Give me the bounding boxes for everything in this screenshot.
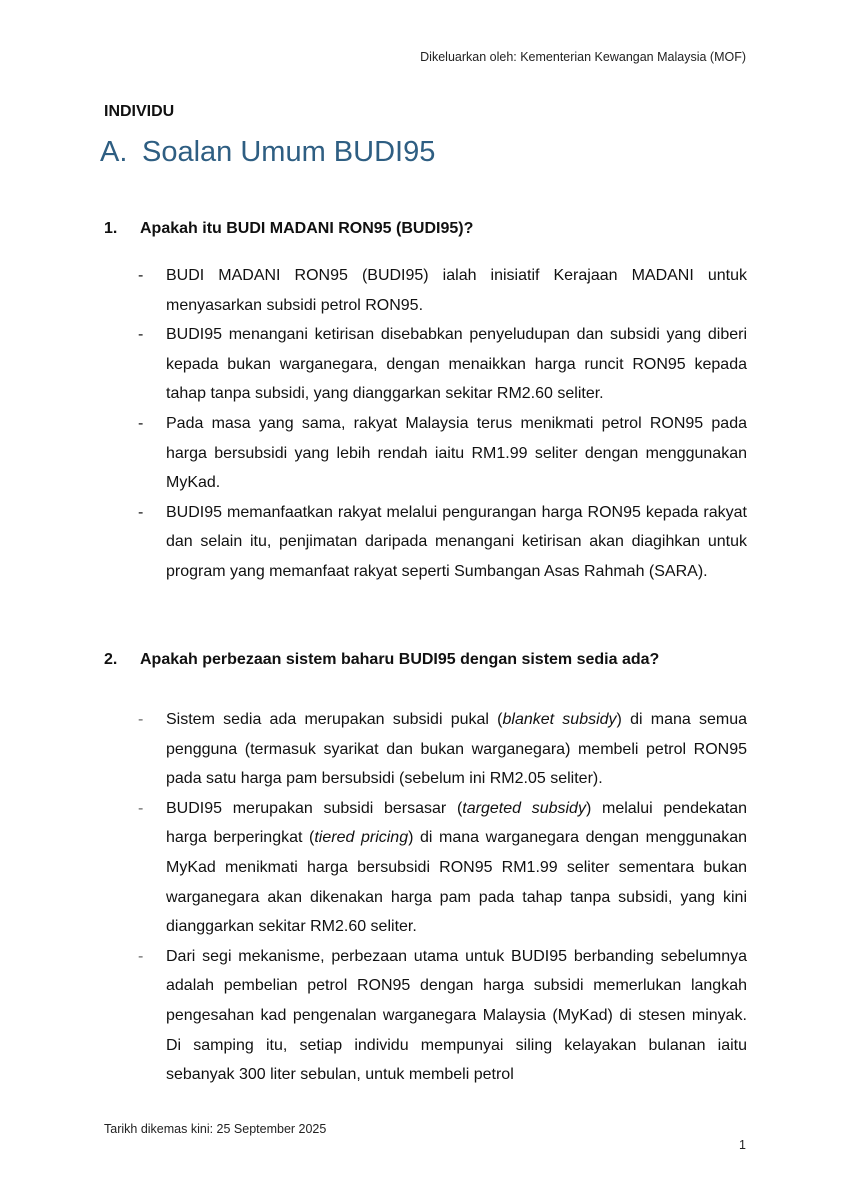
answer-item <box>104 942 747 1090</box>
bullet-dash: - <box>138 503 144 521</box>
answer-text: ) di mana warganegara dengan menggunakan MyKad menikmati harga bersubsidi RON95 RM1.99 seliter sementara bukan warganegara akan dikenakan harga pam pada tahap tanpa subsidi, yang kini dianggarkan sekitar RM2.60 seliter. <box>166 829 747 936</box>
issuer-line: Dikeluarkan oleh: Kementerian Kewangan Malaysia (MOF) <box>420 50 746 64</box>
answer-text: Pada masa yang sama, rakyat Malaysia terus menikmati petrol RON95 pada harga bersubsidi yang lebih rendah iaitu RM1.99 seliter dengan menggunakan MyKad. <box>166 414 747 492</box>
question-number: 2. <box>104 651 118 668</box>
bullet-dash: - <box>138 947 144 965</box>
answer-text: ) di mana semua pengguna (termasuk syarikat dan bukan warganegara) membeli petrol RON95 pada satu harga pam bersubsidi (sebelum ini RM2.05 seliter). <box>166 711 747 788</box>
answer-text: Sistem sedia ada merupakan subsidi pukal ( <box>166 711 503 728</box>
answer-term-italic: targeted subsidy <box>462 799 586 817</box>
answer-list-2 <box>104 705 747 1090</box>
answer-item <box>104 261 747 320</box>
section-label: INDIVIDU <box>104 103 175 120</box>
page-number: 1 <box>739 1138 746 1152</box>
section-title-text: Soalan Umum BUDI95 <box>142 136 436 168</box>
answer-item <box>104 320 747 409</box>
answer-term-italic: tiered pricing <box>314 829 409 847</box>
question-1 <box>104 220 754 238</box>
answer-list-1 <box>104 261 747 587</box>
question-number: 1. <box>104 220 118 237</box>
bullet-dash: - <box>138 326 144 344</box>
last-updated-date: Tarikh dikemas kini: 25 September 2025 <box>104 1122 327 1136</box>
answer-text: BUDI95 memanfaatkan rakyat melalui pengurangan harga RON95 kepada rakyat dan selain itu, penjimatan daripada menangani ketirisan akan diagihkan untuk program yang memanfaat rakyat seperti Sumbangan Asas Rahmah (SARA). <box>166 503 747 580</box>
section-title <box>100 136 435 169</box>
question-text: Apakah itu BUDI MADANI RON95 (BUDI95)? <box>140 220 474 237</box>
answer-term-italic: blanket subsidy <box>502 711 617 728</box>
bullet-dash: - <box>138 414 144 432</box>
answer-text: BUDI MADANI RON95 (BUDI95) ialah inisiatif Kerajaan MADANI untuk menyasarkan subsidi petrol RON95. <box>166 267 747 314</box>
answer-item <box>104 409 747 498</box>
answer-text: BUDI95 menangani ketirisan disebabkan penyeludupan dan subsidi yang diberi kepada bukan warganegara, dengan menaikkan harga runcit RON95 kepada tahap tanpa subsidi, yang dianggarkan sekitar RM2.60 seliter. <box>166 326 747 403</box>
section-letter: A. <box>100 136 128 168</box>
answer-text: Dari segi mekanisme, perbezaan utama untuk BUDI95 berbanding sebelumnya adalah pembelian petrol RON95 dengan harga subsidi memerlukan langkah pengesahan kad pengenalan warganegara Malaysia (MyKad) di stesen minyak. Di samping itu, setiap individu mempunyai siling kelayakan bulanan iaitu sebanyak 300 liter sebulan, untuk membeli petrol <box>166 947 747 1084</box>
answer-item <box>104 498 747 587</box>
question-text: Apakah perbezaan sistem baharu BUDI95 dengan sistem sedia ada? <box>140 651 660 668</box>
bullet-dash: - <box>138 711 144 728</box>
question-2 <box>104 651 754 669</box>
answer-item <box>104 794 747 942</box>
answer-item <box>104 705 747 794</box>
answer-text: ) melalui pendekatan harga berperingkat ( <box>166 799 748 847</box>
bullet-dash: - <box>138 267 144 284</box>
answer-text: BUDI95 merupakan subsidi bersasar ( <box>166 799 463 817</box>
bullet-dash: - <box>138 799 144 817</box>
